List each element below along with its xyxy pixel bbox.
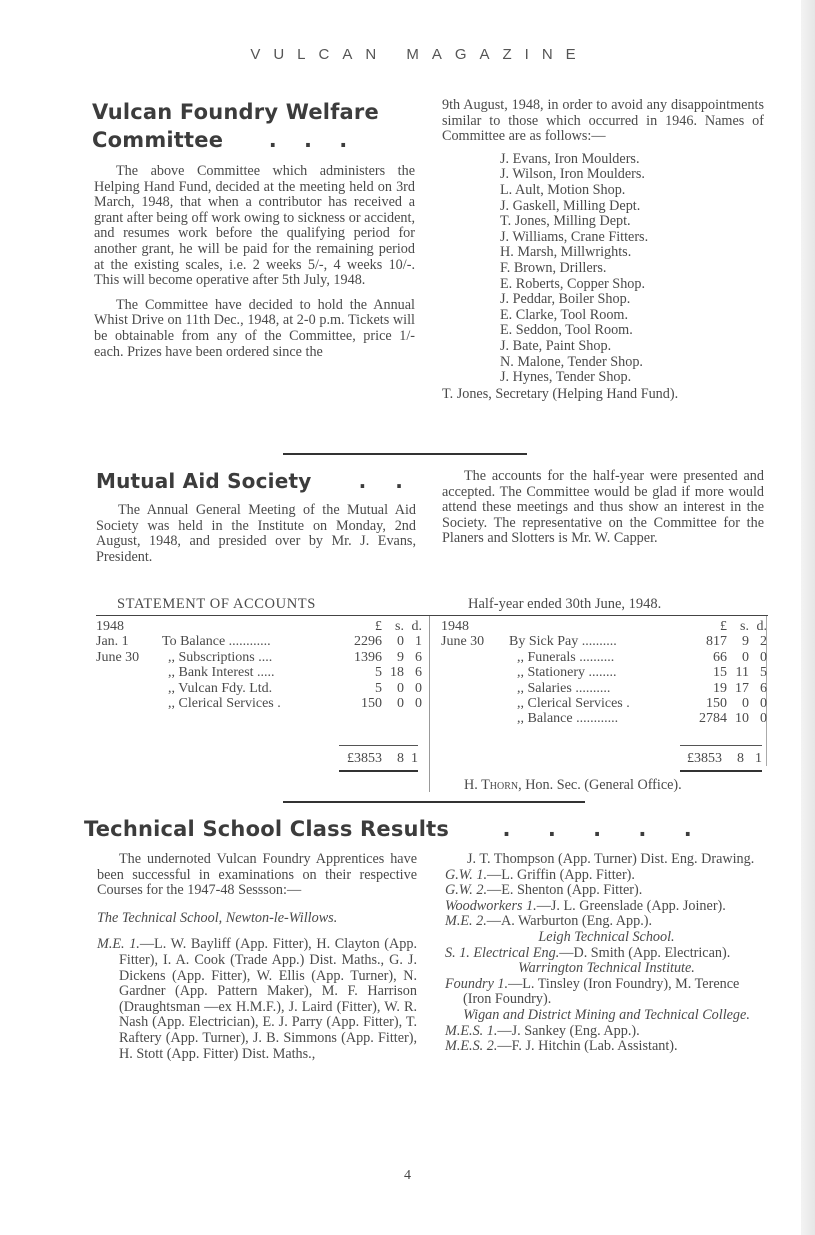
result-s1 [445,946,768,962]
row-shillings: 9 [742,634,749,650]
course-label: Foundry 1. [445,975,509,992]
school-wigan: Wigan and District Mining and Technical College. [463,1006,750,1023]
payments-row [441,634,767,649]
welfare-signoff: T. Jones, Secretary (Helping Hand Fund). [442,385,679,402]
payments-row [441,665,767,680]
receipts-row [96,665,422,680]
course-results: —D. Smith (App. Electrican). [559,944,731,961]
row-date [96,665,162,680]
row-pence: 0 [415,696,422,712]
row-shillings: 0 [397,680,404,696]
course-label: M.E. 1. [97,936,140,953]
course-label: Woodworkers 1. [445,897,537,914]
committee-member: J. Gaskell, Milling Dept. [500,197,641,214]
row-pounds: 19 [713,680,727,696]
result-me2 [445,914,768,930]
mutual-para-1: The Annual General Meeting of the Mutual Aid Society was held in the Institute on Monday, 2nd August, 1948, and presided over by Mr. J. Evans, President. [96,502,416,565]
row-desc: ,, Bank Interest ..... [168,665,275,681]
school-leigh: Leigh Technical School. [538,928,675,945]
row-date [96,681,162,696]
welfare-title [92,98,379,154]
receipts-header-row [96,619,422,634]
row-pence: 6 [415,665,422,681]
col-pence: d. [756,619,767,634]
committee-member: H. Marsh, Millwrights. [500,244,632,261]
total-shillings: 8 [397,751,404,766]
welfare-title-dots: . . . [268,128,348,152]
row-desc: To Balance ............ [162,634,271,650]
receipts-year: 1948 [96,619,124,634]
payments-total-rule [680,745,762,746]
technical-title-dots: . . . . . [502,817,692,841]
mutual-title-text: Mutual Aid Society [96,469,312,493]
committee-members-list [442,152,764,386]
welfare-title-line2: Committee [92,128,224,152]
committee-member: J. Evans, Iron Moulders. [500,150,640,167]
committee-member: F. Brown, Drillers. [500,259,607,276]
row-pence: 0 [760,696,767,712]
receipts-row [96,696,422,711]
page-number: 4 [404,1168,411,1183]
receipts-total [338,751,422,766]
course-results: —J. Sankey (Eng. App.). [497,1022,640,1039]
committee-member: E. Roberts, Copper Shop. [500,275,646,292]
technical-title-text: Technical School Class Results [84,817,450,841]
row-pence: 0 [760,649,767,665]
row-shillings: 9 [397,649,404,665]
total-pounds: £3853 [687,751,722,766]
row-pounds: 66 [713,649,727,665]
total-shillings: 8 [737,751,744,766]
course-label: M.E.S. 2. [445,1038,498,1055]
col-pounds: £ [720,619,727,634]
result-mes1 [445,1024,768,1040]
welfare-para-3: 9th August, 1948, in order to avoid any disappointments similar to those which occurred in 1946. Names of Committee are as follows:— [442,97,764,145]
row-shillings: 11 [735,665,749,681]
row-pence: 5 [760,665,767,681]
committee-member: E. Seddon, Tool Room. [500,322,633,339]
welfare-column-right [442,98,764,402]
committee-member: J. Wilson, Iron Moulders. [500,166,645,183]
row-shillings: 0 [397,634,404,650]
payments-row [441,681,767,696]
payments-row [441,696,767,711]
committee-member: L. Ault, Motion Shop. [500,181,626,198]
row-desc: ,, Clerical Services . [517,696,630,712]
receipts-row [96,681,422,696]
row-pounds: 1396 [354,649,382,665]
row-pence: 2 [760,634,767,650]
row-date: June 30 [441,634,485,650]
row-desc: ,, Balance ............ [517,711,619,727]
row-date: Jan. 1 [96,634,129,650]
course-label: G.W. 1. [445,866,488,883]
running-head: VULCAN MAGAZINE [250,46,589,63]
statement-heading: STATEMENT OF ACCOUNTS [117,596,316,612]
mutual-title-dots: . . [358,469,403,493]
course-label: M.E. 2. [445,913,487,930]
welfare-column-left [94,164,415,360]
receipts-row [96,650,422,665]
technical-title [84,815,692,843]
course-label: S. 1. Electrical Eng. [445,944,560,961]
signoff-name: H. Thorn, [464,777,522,793]
payments-table [441,619,767,727]
technical-column-left [97,852,417,1062]
col-pence: d. [411,619,422,634]
section-divider [283,453,527,455]
row-date [441,696,509,711]
course-results: —A. Warburton (Eng. App.). [486,913,653,930]
payments-total-double-rule [680,770,762,772]
receipts-table [96,619,422,711]
mutual-title [96,468,403,494]
technical-intro: The undernoted Vulcan Foundry Apprentices have been successful in examinations on their respective Courses for the 1947-48 Sessson:— [97,851,417,899]
result-gw1 [445,868,768,884]
row-shillings: 18 [390,665,404,681]
course-label: G.W. 2. [445,882,488,899]
receipts-total-double-rule [339,770,418,772]
receipts-total-rule [339,745,418,746]
row-date: June 30 [96,649,140,665]
section-divider [283,801,585,803]
col-shillings: s. [740,619,749,634]
result-foundry1 [445,977,768,1008]
row-date [96,696,162,711]
committee-member: J. Hynes, Tender Shop. [500,369,632,386]
accounts-center-rule [429,616,430,792]
row-pounds: 2296 [354,634,382,650]
row-pounds: 5 [375,665,382,681]
row-pounds: 817 [706,634,727,650]
row-desc: ,, Funerals .......... [517,649,615,665]
period-heading: Half-year ended 30th June, 1948. [468,596,662,612]
mutual-para-1-block [96,503,416,565]
committee-member: J. Williams, Crane Fitters. [500,228,649,245]
welfare-para-2: The Committee have decided to hold the Annual Whist Drive on 11th Dec., 1948, at 2-0 p.m. Tickets will be obtainable from any of the Committee, price 1/- each. Prizes have been ordered since the [94,296,415,360]
committee-member: N. Malone, Tender Shop. [500,353,643,370]
row-desc: ,, Stationery ........ [517,665,617,681]
course-results: —J. L. Greenslade (App. Joiner). [536,897,726,914]
row-date [441,681,509,696]
row-pence: 6 [415,649,422,665]
committee-member: T. Jones, Milling Dept. [500,213,631,230]
total-pence: 1 [755,751,762,766]
row-pounds: 2784 [699,711,727,727]
row-desc: By Sick Pay .......... [509,634,617,650]
technical-column-right [445,852,768,1055]
course-results: —F. J. Hitchin (Lab. Assistant). [497,1038,678,1055]
row-pence: 0 [415,680,422,696]
committee-member: J. Bate, Paint Shop. [500,337,612,354]
row-pence: 1 [415,634,422,650]
mutual-signoff [464,778,682,794]
row-pounds: 150 [361,696,382,712]
row-pounds: 15 [713,665,727,681]
committee-member: E. Clarke, Tool Room. [500,306,628,323]
course-label: M.E.S. 1. [445,1022,498,1039]
signoff-role: Hon. Sec. (General Office). [525,777,682,793]
page-edge-shadow [801,0,815,1235]
result-woodworkers [445,899,768,915]
row-pence: 6 [760,680,767,696]
result-me1-cont: J. T. Thompson (App. Turner) Dist. Eng. Drawing. [467,851,755,867]
welfare-para-1: The above Committee which administers the Helping Hand Fund, decided at the meeting held on 3rd March, 1948, that when a contributor has received a grant after being off work owing to sickness or accident, and resumes work before the qualifying period for another grant, he will be paid for the remaining period at the existing scales, i.e. 2 weeks 5/-, 4 weeks 10/-. This will become operative after 5th July, 1948. [94,163,415,289]
row-shillings: 0 [742,649,749,665]
result-me1 [97,937,417,1062]
result-gw2 [445,883,768,899]
mutual-para-2-block [442,469,764,547]
row-pounds: 150 [706,696,727,712]
result-mes2 [445,1039,768,1055]
row-shillings: 10 [735,711,749,727]
payments-total [678,751,766,766]
row-date [441,650,509,665]
accounts-top-rule [96,615,768,616]
course-results: —L. Griffin (App. Fitter). [487,866,635,883]
payments-row [441,650,767,665]
col-pounds: £ [375,619,382,634]
committee-member: J. Peddar, Boiler Shop. [500,291,631,308]
mutual-para-2: The accounts for the half-year were presented and accepted. The Committee would be glad if more would attend these meetings and thus show an interest in the Society. The representative on the Committee for the Planers and Slotters is Mr. W. Capper. [442,468,764,547]
payments-year: 1948 [441,619,469,634]
row-shillings: 17 [735,680,749,696]
receipts-row [96,634,422,649]
row-desc: ,, Vulcan Fdy. Ltd. [168,680,273,696]
course-results: —E. Shenton (App. Fitter). [487,882,643,899]
row-shillings: 0 [742,696,749,712]
payments-header-row [441,619,767,634]
row-date [441,711,509,726]
total-pence: 1 [411,751,418,766]
row-shillings: 0 [397,696,404,712]
row-pounds: 5 [375,680,382,696]
row-desc: ,, Salaries .......... [517,680,611,696]
row-date [441,665,509,680]
row-pence: 0 [760,711,767,727]
school-newton: The Technical School, Newton-le-Willows. [97,909,338,926]
total-pounds: £3853 [347,751,382,766]
payments-row [441,711,767,726]
school-warrington: Warrington Technical Institute. [518,960,695,977]
row-desc: ,, Subscriptions .... [168,649,273,665]
welfare-title-line1: Vulcan Foundry Welfare [92,100,379,124]
col-shillings: s. [395,619,404,634]
course-results: —L. W. Bayliff (App. Fitter), H. Clayton (App. Fitter), I. A. Cook (Trade App.) Dist. Maths., G. J. Dickens (App. Fitter), W. Ellis (App. Turner), N. Gardner (App. Pattern Maker), M. F. Harrison (Draughtsman —ex H.M.F.), J. Laird (Fitter), W. R. Nash (App. Electrician), E. J. Parry (App. Fitter), T. Raftery (App. Turner), J. B. Simmons (App. Fitter), H. Stott (App. Fitter) Dist. Maths., [119,936,417,1062]
row-desc: ,, Clerical Services . [168,696,281,712]
course-results: —L. Tinsley (Iron Foundry), M. Terence (Iron Foundry). [463,975,740,1008]
